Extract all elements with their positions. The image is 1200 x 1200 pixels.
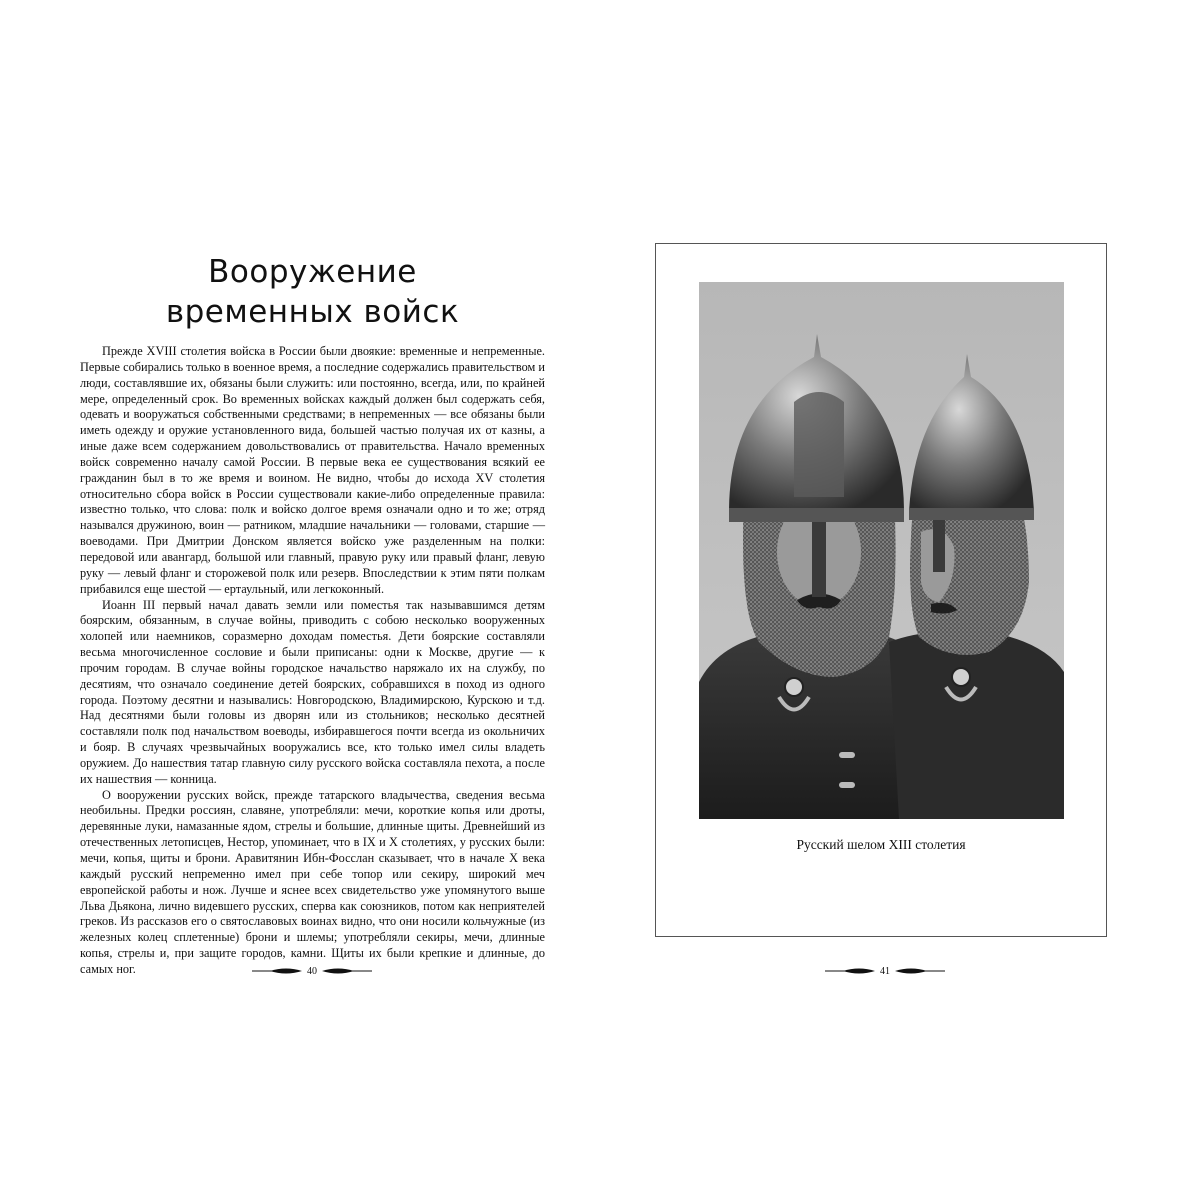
paragraph-3: О вооружении русских войск, прежде татарского владычества, сведения весьма необильны. Предки россиян, славяне, употребляли: мечи, короткие копья или дроты, деревянные луки, намазанные ядом, стрелы и большие, длинные щиты. Древнейший из отечественных летописцев, Нестор, упоминает, что в IX и X столетиях, у русских были: мечи, копья, щиты и брони. Аравитянин Ибн-Фосслан сказывает, что в начале X века каждый русский непременно имел при себе топор или секиру, широкий меч европейской работы и нож. Лучше и яснее всех свидетельство уже упомянутого выше Льва Дьякона, лично видевшего русских, сперва как союзников, потом как неприятелей греков. Из рассказов его о святославовых воинах видно, что они носили кольчужные (из железных колец сплетенные) брони и шлемы; употребляли секиры, мечи, длинные копья, стрелы и, при защите городов, камни. Щиты их были крепкие и длинные, до самых ног. xyxy=(80,787,545,976)
page-number-right xyxy=(823,963,947,979)
illustration-caption: Русский шелом XIII столетия xyxy=(796,837,966,852)
paragraph-1: Прежде XVIII столетия войска в России были двоякие: временные и непременные. Первые собирались только в военное время, а последние содержались правительством и люди, составлявшие их, обязаны были служить: или постоянно, всегда, или, по крайней мере, определенный срок. Во временных войсках каждый должен был содержать себя, одевать и вооружаться собственными средствами; в непременных — все обязаны были иметь одежду и оружие установленного вида, большей частью получая их от казны, а иные даже всем содержанием довольствовались от правительства. Начало временных войск современно началу самой России. В первые века ее существования всякий ее гражданин был в то же время и воином. Не видно, чтобы до исхода XV столетия относительно сбора войск в России существовали какие-либо определенные правила: известно только, что слова: полк и войско долгое время означали одно и то же; отряд назывался дружиною, воин — ратником, младшие начальники — головами, старшие — воеводами. При Дмитрии Донском является войско уже разделенным на полки: передовой или авангард, большой или главный, правую руку или правый фланг, левую руку — левый фланг и сторожевой полк или резерв. Впоследствии к этим пяти полкам прибавился еще шестой — ертаульный, или легкоконный. xyxy=(80,344,545,596)
chapter-title-line-1: Вооружение xyxy=(208,254,417,290)
ornament-left-icon xyxy=(252,966,302,976)
page-number-left-value: 40 xyxy=(307,965,317,977)
illustration-image xyxy=(699,282,1064,819)
body-text xyxy=(80,344,545,978)
ornament-left-icon xyxy=(825,966,875,976)
chapter-title-line-2: временных войск xyxy=(165,294,460,330)
page-number-left xyxy=(250,963,374,979)
paragraph-2: Иоанн III первый начал давать земли или поместья так называвшимся детям боярским, обязанным, в случае войны, приводить с собою несколько вооруженных холопей или наемников, соразмерно доходам поместья. Дети боярские составляли весьма многочисленное сословие и были приписаны: одни к Москве, другие — к прочим городам. В случае войны городское начальство наряжало их на службу, по десятиям, что означало соединение детей боярских, собравшихся в поход из одного города. Поэтому десятни и назывались: Новгородскою, Владимирскою, Курскою и т.д. Над десятнями были головы из дворян или из стольников; несколько десятней составляли полк под начальством воеводы, избиравшегося почти всегда из окольничих и бояр. В случаях чрезвычайных вооружались все, кто только имел силы владеть оружием. До нашествия татар главную силу русского войска составляла пехота, а после их нашествия — конница. xyxy=(80,597,545,786)
chapter-title xyxy=(120,252,505,332)
ornament-right-icon xyxy=(895,966,945,976)
page-number-right-value: 41 xyxy=(880,965,890,977)
ornament-right-icon xyxy=(322,966,372,976)
helmets-engraving xyxy=(699,282,1064,819)
